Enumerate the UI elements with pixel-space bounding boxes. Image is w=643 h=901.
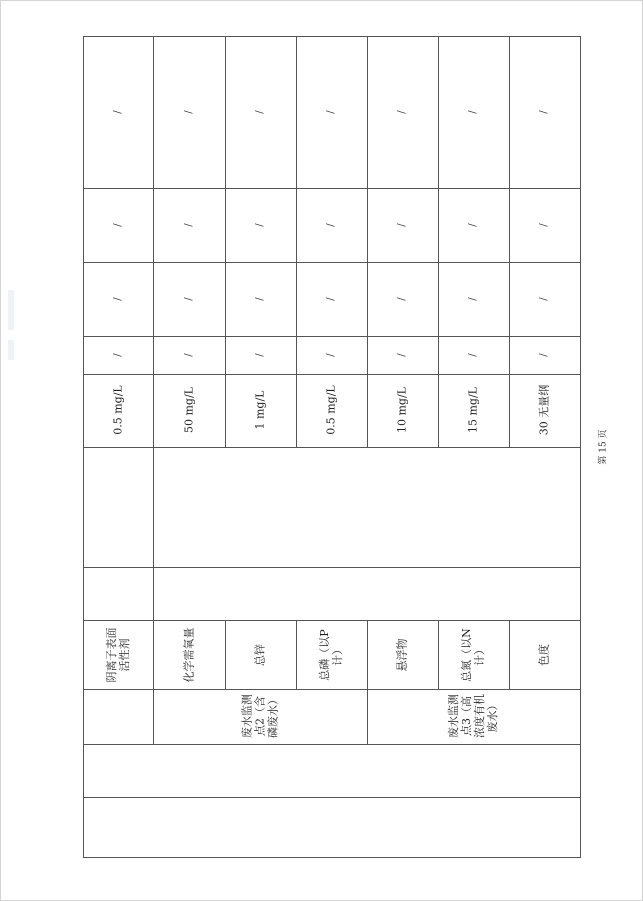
- empty-cell-marker: /: [538, 110, 550, 114]
- item-name: 化学需氧量: [182, 627, 196, 683]
- empty-cell-marker: /: [183, 353, 195, 357]
- limit-value: 50 mg/L: [182, 387, 196, 433]
- empty-cell-marker: /: [183, 110, 195, 114]
- empty-cell-marker: /: [325, 223, 337, 227]
- empty-cell-marker: /: [325, 297, 337, 301]
- item-name: 总氮（以N计）: [460, 628, 486, 682]
- limit-value: 0.5 mg/L: [111, 385, 125, 435]
- item-name: 色度: [537, 644, 551, 666]
- empty-cell-marker: /: [538, 223, 550, 227]
- empty-cell-marker: /: [325, 353, 337, 357]
- limit-value: 30 无量纲: [537, 384, 551, 436]
- scan-artifact: [8, 340, 14, 360]
- empty-cell-marker: /: [396, 110, 408, 114]
- empty-cell-marker: /: [396, 353, 408, 357]
- empty-cell-marker: /: [112, 223, 124, 227]
- empty-cell-marker: /: [254, 297, 266, 301]
- monitoring-point-2: 废水监测点2（含磷废水）: [240, 694, 280, 738]
- limit-value: 10 mg/L: [395, 387, 409, 433]
- empty-cell-marker: /: [112, 110, 124, 114]
- empty-cell-marker: /: [538, 297, 550, 301]
- page-number: 第 15 页: [598, 429, 609, 465]
- empty-cell-marker: /: [467, 223, 479, 227]
- empty-cell-marker: /: [254, 353, 266, 357]
- empty-cell-marker: /: [254, 223, 266, 227]
- empty-cell-marker: /: [396, 297, 408, 301]
- empty-cell-marker: /: [467, 110, 479, 114]
- item-name: 阴离子表面活性剂: [105, 627, 131, 683]
- item-name: 悬浮物: [395, 638, 409, 672]
- item-name: 总锌: [253, 644, 267, 666]
- empty-cell-marker: /: [467, 297, 479, 301]
- empty-cell-marker: /: [112, 353, 124, 357]
- empty-cell-marker: /: [396, 223, 408, 227]
- limit-value: 15 mg/L: [466, 387, 480, 433]
- limit-value: 0.5 mg/L: [324, 385, 338, 435]
- monitoring-point-3: 废水监测点3（高浓度有机废水）: [447, 694, 499, 738]
- empty-cell-marker: /: [112, 297, 124, 301]
- empty-cell-marker: /: [183, 223, 195, 227]
- empty-cell-marker: /: [467, 353, 479, 357]
- item-name: 总磷（以P计）: [318, 629, 344, 681]
- scan-artifact: [8, 290, 14, 330]
- empty-cell-marker: /: [325, 110, 337, 114]
- empty-cell-marker: /: [183, 297, 195, 301]
- empty-cell-marker: /: [538, 353, 550, 357]
- limit-value: 1 mg/L: [253, 390, 267, 430]
- empty-cell-marker: /: [254, 110, 266, 114]
